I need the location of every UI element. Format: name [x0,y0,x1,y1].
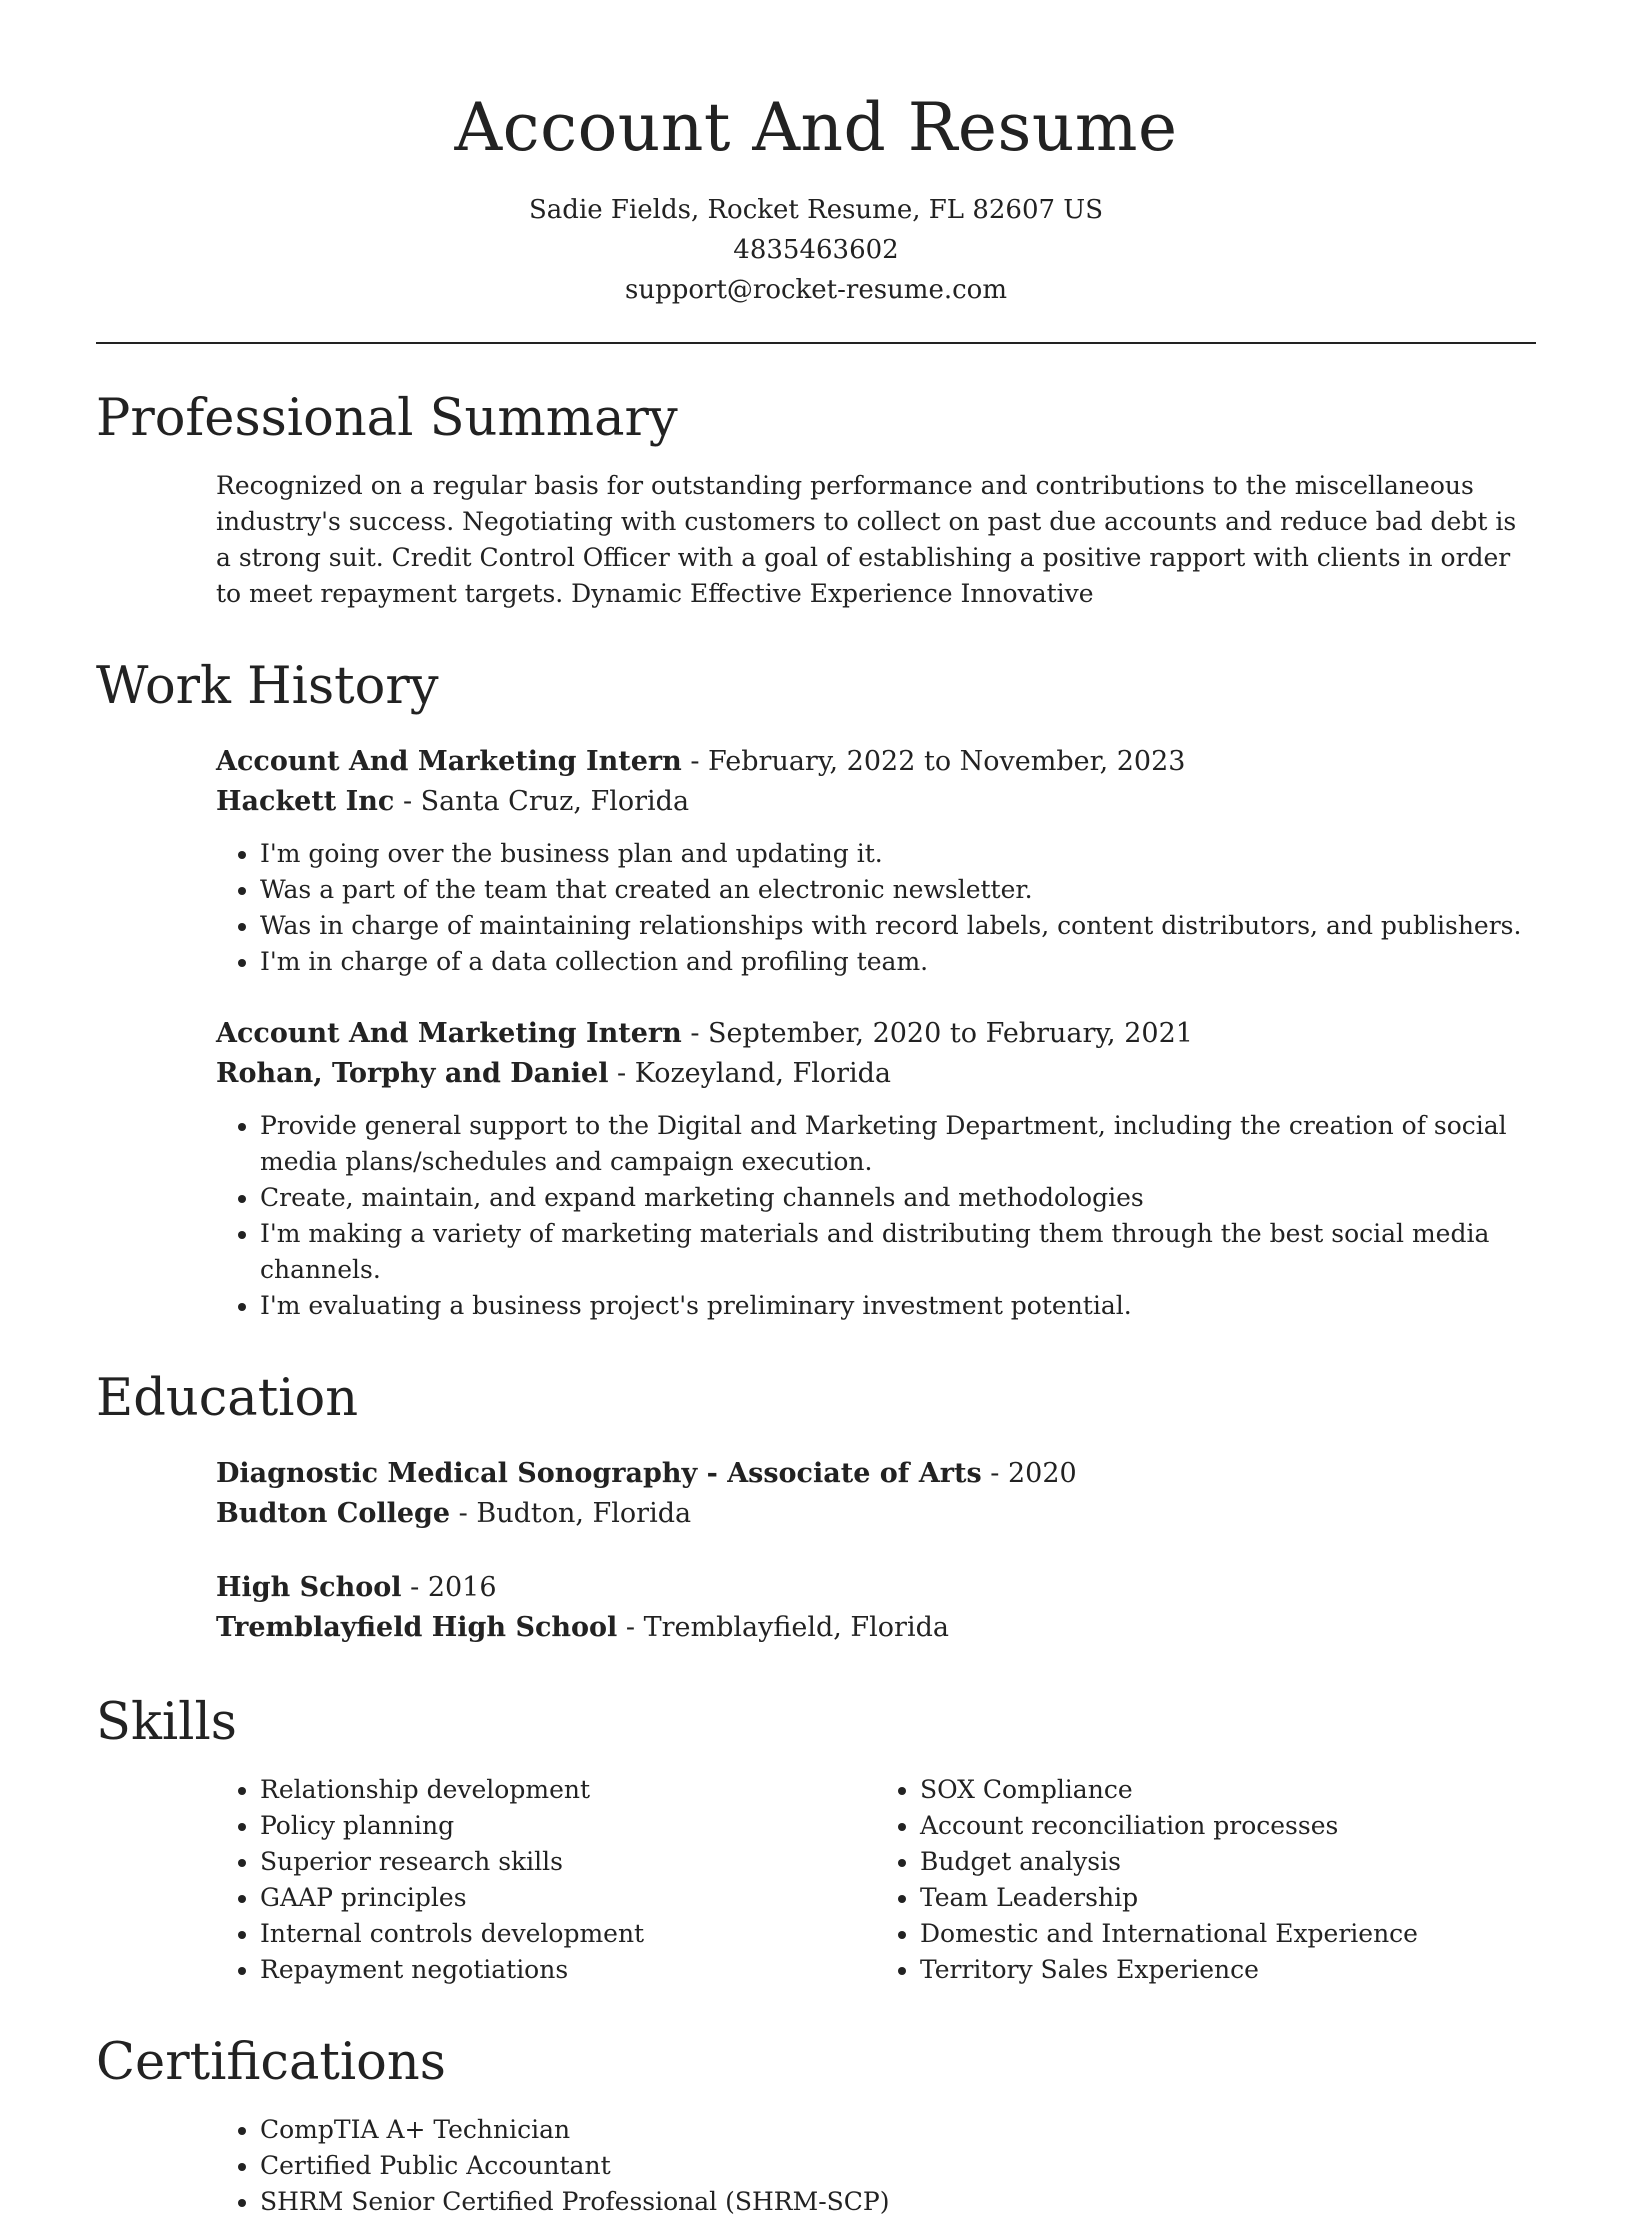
job-bullet: • I'm in charge of a data collection and profiling team. [260,944,1536,980]
job-bullet: • I'm evaluating a business project's preliminary investment potential. [260,1288,1536,1324]
education-school-line [216,1608,1536,1648]
skill-item: • Territory Sales Experience [920,1952,1536,1988]
skill-item: • Internal controls development [260,1916,876,1952]
job-dates: - September, 2020 to February, 2021 [681,1018,1193,1049]
education-degree-line [216,1454,1536,1494]
education-section [96,1364,1536,1648]
summary-section [96,384,1536,612]
education-degree: Diagnostic Medical Sonography - Associate of Arts [216,1458,982,1489]
job-location: - Santa Cruz, Florida [394,786,690,817]
skill-item: • Superior research skills [260,1844,876,1880]
job-bullet: • I'm making a variety of marketing materials and distributing them through the best social media channels. [260,1216,1536,1288]
job-bullet: • I'm going over the business plan and updating it. [260,836,1536,872]
job-title-line [216,1014,1536,1054]
summary-heading: Professional Summary [96,389,678,448]
skill-item: • Policy planning [260,1808,876,1844]
certification-item: • SHRM Senior Certified Professional (SHRM-SCP) [260,2184,1536,2220]
skill-item: • Domestic and International Experience [920,1916,1536,1952]
job-bullet: • Create, maintain, and expand marketing channels and methodologies [260,1180,1536,1216]
certification-item: • Certified Public Accountant [260,2148,1536,2184]
certifications-list [216,2112,1536,2220]
job-bullets [216,1108,1536,1324]
education-heading: Education [96,1369,359,1428]
job-title: Account And Marketing Intern [216,746,682,777]
education-school: Budton College [216,1498,451,1529]
education-year: - 2016 [401,1572,497,1603]
education-school: Tremblayfield High School [216,1612,618,1643]
resume-header [96,84,1536,310]
skill-item: • GAAP principles [260,1880,876,1916]
skills-section [96,1688,1536,1988]
skill-item: • Account reconciliation processes [920,1808,1536,1844]
skills-heading: Skills [96,1693,237,1752]
job-bullets [216,836,1536,980]
job-title-line [216,742,1536,782]
work-history-heading: Work History [96,657,439,716]
summary-text: Recognized on a regular basis for outstanding performance and contributions to the miscellaneous industry's success. Negotiating with customers to collect on past due accounts and reduce bad debt is a strong suit. Credit Control Officer with a goal of establishing a positive rapport with clients in order to meet repayment targets. Dynamic Effective Experience Innovative [216,471,1517,608]
job-bullet: • Provide general support to the Digital and Marketing Department, including the creation of social media plans/schedules and campaign execution. [260,1108,1536,1180]
skills-grid [216,1772,1536,1988]
job-company-line [216,782,1536,822]
contact-phone: 4835463602 [733,235,899,265]
certifications-heading: Certifications [96,2033,446,2092]
job-entry [216,742,1536,980]
skill-item: • Budget analysis [920,1844,1536,1880]
skill-item: • SOX Compliance [920,1772,1536,1808]
job-company-line [216,1054,1536,1094]
contact-address: Sadie Fields, Rocket Resume, FL 82607 US [528,195,1104,225]
job-dates: - February, 2022 to November, 2023 [681,746,1186,777]
education-entry [216,1568,1536,1648]
education-school-line [216,1494,1536,1534]
job-bullet: • Was a part of the team that created an electronic newsletter. [260,872,1536,908]
work-history-section [96,652,1536,1324]
skill-item: • Relationship development [260,1772,876,1808]
education-location: - Tremblayfield, Florida [617,1612,949,1643]
resume-title: Account And Resume [454,89,1178,166]
job-bullet: • Was in charge of maintaining relationships with record labels, content distributors, and publishers. [260,908,1536,944]
skill-item: • Repayment negotiations [260,1952,876,1988]
job-title: Account And Marketing Intern [216,1018,682,1049]
contact-email: support@rocket-resume.com [624,275,1007,305]
contact-block [96,190,1536,310]
education-entry [216,1454,1536,1534]
header-divider [96,342,1536,344]
job-company: Rohan, Torphy and Daniel [216,1058,609,1089]
certification-item: • CompTIA A+ Technician [260,2112,1536,2148]
job-company: Hackett Inc [216,786,395,817]
skills-list-right [876,1772,1536,1988]
education-location: - Budton, Florida [450,1498,692,1529]
job-location: - Kozeyland, Florida [608,1058,892,1089]
job-entry [216,1014,1536,1324]
education-degree: High School [216,1572,402,1603]
skills-list-left [216,1772,876,1988]
certifications-section [96,2028,1536,2220]
education-year: - 2020 [981,1458,1077,1489]
education-degree-line [216,1568,1536,1608]
skill-item: • Team Leadership [920,1880,1536,1916]
